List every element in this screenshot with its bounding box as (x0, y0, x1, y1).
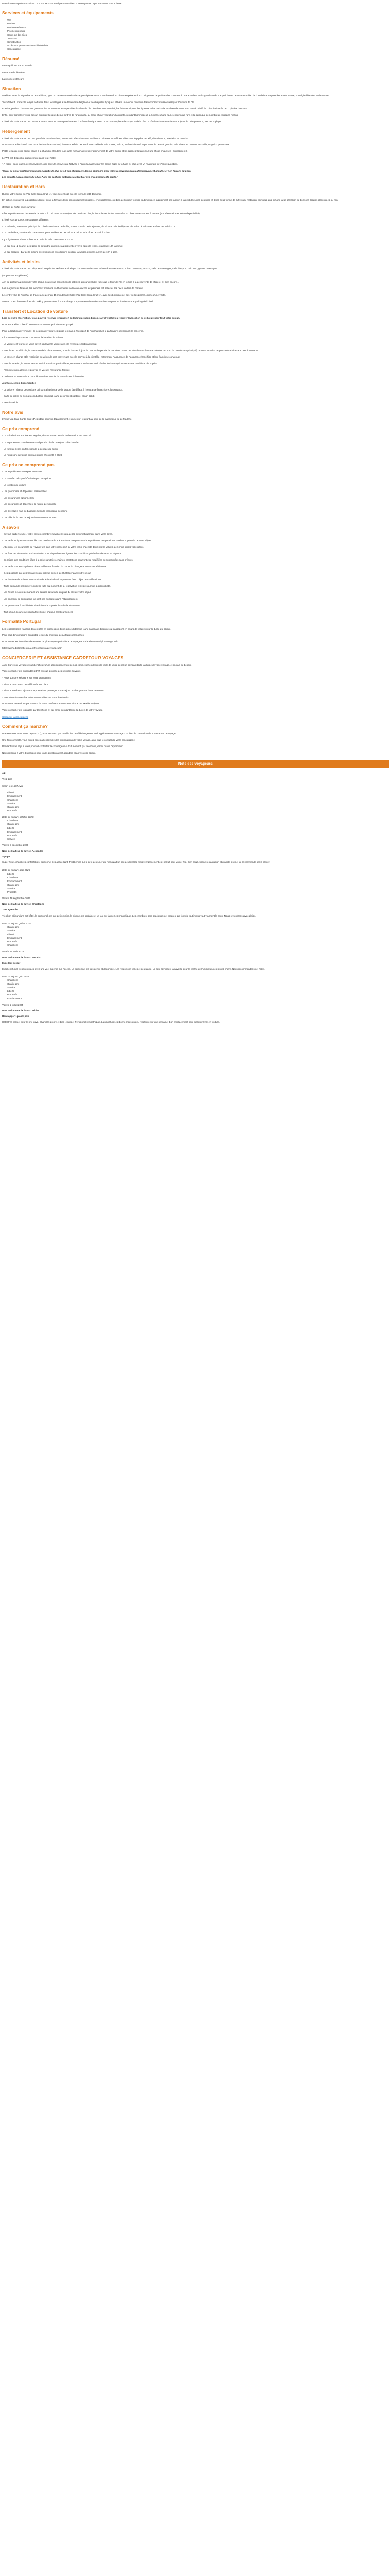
resume-line: Le centre de bien-être (2, 71, 25, 74)
paragraph: Pour le transfert collectif : rendez-vous au comptoir de votre groupé (2, 323, 73, 326)
services-title: Services et équipements (2, 10, 54, 16)
paragraph: Pendant votre séjour, vous pourrez contacter la conciergerie à tout moment par téléphone, email ou via l'application. (2, 745, 124, 748)
hebergement-title: Hébergement (2, 128, 30, 134)
review-author: Nom de l'auteur de l'avis : Patricia (2, 956, 41, 959)
paragraph: - Le 'Atlantik', restaurant principal de l'hôtel sous forme de buffet, ouvert pour le petit-déjeuner, de 7h30 à 10h, le déjeuner de 12h30 à 14h30 et le dîner de 19h à 21h. (2, 225, 176, 228)
notes-category: • Chambres (7, 798, 389, 802)
review-category: • Emplacement (7, 879, 389, 883)
notes-category: • Liberté (7, 791, 389, 794)
service-item: • Climatisation (7, 40, 389, 44)
paragraph: - Le 'Jardinière', service à la carte ouvert pour le déjeuner de 12h30 à 14h30 et le dîner de 19h à 22h30. (2, 231, 111, 234)
review-date: Date du séjour : juin 2025 (2, 975, 29, 978)
paragraph: *Merci de noter qu'il faut minimum 1 adulte de plus de 18 ans obligatoire dans la chambre ainsi votre réservation sera automatiquement annulée et non faurent ou pour. (2, 169, 191, 172)
paragraph: - Attention, les documents de voyage tels que votre passeport ou votre carte d'identité doivent être valides de 6 mois après votre retour. (2, 546, 144, 549)
paragraph: Modène, terre de légendes et de traditions, que l'on retrouve aussi – de sa prestigieuse terre – Jambalon d'un climat tempéré et doux, qui permet de profiter des charmes du stade du lieu au long de l'année. Ce petit havre de terre au milieu de l'Ombrie entre pinèdes et cénoteque, nostalgie d'histoire et de nature. (2, 94, 329, 97)
paragraph: Avec Carrefour Voyages vous bénéficiez d'un accompagnement de nos conciergeries depuis la veille de votre départ et pendant toute la durée de votre voyage, et en cas de besoin. (2, 663, 192, 666)
review-category: • Chambres (7, 819, 389, 822)
review-category: • Qualité prix (7, 883, 389, 887)
review-category: • Propreté (7, 890, 389, 894)
resume-lines (2, 64, 389, 80)
ne-comprend-item: - Les clés de la taxe de séjour facultatives en toutes (2, 516, 57, 519)
comprend-list (2, 434, 389, 457)
avis-title: Notre avis (2, 409, 24, 415)
review-category: • Liberté (7, 989, 389, 993)
paragraph: Informations importantes concernant la location de voiture : (2, 336, 64, 339)
paragraph: * La prise en charge des options qui sont à la charge de la facture fait défaut à l'assurance franchise et l'assurance. (2, 388, 123, 391)
notes-score: 4.2 (2, 771, 6, 774)
review-category: • Liberté (7, 826, 389, 830)
paragraph: Conditions et informations complémentaires auprès de votre loueur à l'arrivée. (2, 375, 84, 378)
paragraph: Les magnifiques falaises, les nombreux maisons traditionnelles de l'île ou encore les piscines naturelles et les découvertes de certains. (2, 287, 144, 290)
review-category: • Propreté (7, 940, 389, 943)
paragraph: Nous avons sélectionné pour vous la chambre standard, d'une superficie de 33m², avec salle de bain privée, balcon, vitrée cloisonné et produits de beauté gratuits, et la chambre pouvant accueillir jusqu'à 3 personnes. (2, 143, 230, 146)
intro-text: Description En pré-composition : Ce prix se comprend par Formalités : Conseigneurs Lapp Vacations Vota Classe (2, 2, 122, 5)
reviews-list (2, 815, 389, 1024)
notes-bar: Note des voyageurs (2, 760, 389, 768)
paragraph: - Les hôtels peuvent demander une caution à l'arrivée en plus du prix de votre séjour. (2, 591, 92, 594)
paragraph: - La prise en charge et la restitution du véhicule sont convenues avec le service à la clientèle, notamment l'assurance de l'assurance franchise et leur franchise convenue. (2, 355, 181, 359)
paragraph: - Les tarifs sont susceptibles d'être modifiés en fonction du cours du change et des taxes aériennes. (2, 565, 107, 568)
paragraph: Tout d'abord, prenez le temps de flâner dans les villages à la découverte d'églises et de chapelles typiques et bâtie un détour dans l'un des nombreux musées retraçant l'histoire de l'île. (2, 100, 196, 104)
savoir-title: A savoir (2, 524, 20, 530)
paragraph: L'hôtel vous propose 2 restaurants différents : (2, 218, 50, 222)
transfert-section (2, 309, 389, 404)
ne-comprend-item: - Le transfert aéroport/hôtel/aéroport en option (2, 477, 51, 480)
review-author: Nom de l'auteur de l'avis : Alexandra (2, 850, 43, 853)
review-text: Excellent hôtel, très bien placé avec une vue superbe sur l'océan. Le personnel est très gentil et disponible. Les repas sont variés et de qualité. Le seul bémol est la navette pour le centre de Funchal qui est assez chère. Nous recommandons cet hôtel. (2, 967, 265, 970)
notes-score-label: Très bien (2, 778, 13, 781)
resume-line: La piscine extérieure (2, 77, 24, 80)
conciergerie-item: * Nous vous renseignons sur votre programme (2, 676, 51, 679)
paragraph: - Franchise non-admise et pouvoir en vue de l'assurance facture. (2, 368, 71, 371)
activites-title: Activités et loisirs (2, 259, 40, 265)
review-title: Bon rapport qualité prix (2, 1014, 29, 1018)
review-category: • Liberté (7, 872, 389, 876)
ne-comprend-item: - Les suppléments de repas en option (2, 470, 42, 473)
review-category: • Service (7, 986, 389, 989)
paragraph: Une semaine avant votre départ (J-7), vous recevrez par mail le lien de téléchargement de l'application ou message d'un lien de connexion de votre carnet de voyage. (2, 732, 176, 735)
paragraph: - Le bar Soul & Beam : idéal pour se détendre en même au présent en verre après le repas, ouvert de 10h à minuit (2, 244, 123, 247)
review-author: Nom de l'auteur de l'avis : Christophe (2, 903, 45, 906)
review-item (2, 868, 389, 917)
ne-comprend-item: - Les éventuels frais de bagages selon la compagnie aérienne (2, 510, 68, 513)
comprend-item: - Le nous sont pays pas pouvant aux le choix 200 à 2028 (2, 454, 62, 457)
ne-comprend-list (2, 470, 389, 519)
hebergement-text (2, 137, 389, 179)
paragraph: - La voiture est fournie et vous devez soulever la voiture avec le niveau de carburant initial. (2, 343, 97, 346)
paragraph: * A noter : pour toutes les réservations, une taxe de séjour sera facturée à l'arrivée/ganté pour les clients âgés de 13 ans et plus, avec un maximum de 7 nuits payables. (2, 163, 178, 166)
review-author: Nom de l'auteur de l'avis : Michel (2, 1009, 40, 1012)
transfert-extra (2, 388, 389, 404)
paragraph: - Les horaires de vol sont communiqués à titre indicatif et peuvent faire l'objet de modifications. (2, 578, 102, 581)
notes-category: • Emplacement (7, 794, 389, 798)
review-posted: Vote le 14 août 2025 (2, 950, 24, 953)
paragraph: - Tout séjour écourté ne pourra faire l'objet d'aucun remboursement. (2, 611, 74, 614)
paragraph: Petite terrasse votre séjour grâce à la chambre standard vue sur la mer afin de profiter pleinement de votre séjour et les calmes flottants sur une chose chaussée ( supplément ). (2, 149, 188, 152)
paragraph: L'hôtel Vila Gale Santa Cruz 4* est idéal pour un dépaysement et un séjour relaxant au sein de la magnifique île de Madère. (2, 418, 132, 421)
review-categories (2, 819, 389, 841)
paragraph: (moyennant supplément) (2, 274, 28, 277)
service-item: • Conciergerie (7, 47, 389, 51)
paragraph: Une fois connecté, vous aurez accès à l'ensemble des informations de votre voyage, ainsi que le contact de votre conciergerie. (2, 738, 136, 741)
restauration-title: Restauration et Bars (2, 184, 45, 190)
service-item: • Piscine (7, 22, 389, 25)
paragraph: (Détails du forfait page suivante) (2, 205, 37, 208)
review-category: • Qualité prix (7, 822, 389, 826)
formalites-section (2, 619, 389, 650)
service-item: • Piscine intérieure (7, 29, 389, 33)
review-title: Excellent séjour (2, 961, 21, 964)
notes-category: • Propreté (7, 809, 389, 812)
notes-category: • Service (7, 802, 389, 805)
review-category: • Qualité prix (7, 982, 389, 986)
comprend-section (2, 426, 389, 457)
notes-section (2, 760, 389, 1024)
paragraph: Enfin, pour compléter votre séjour, explorez les plus beaux ordres de randonnée, au cœur d'une végétation luxuriante, rendant hommage à la richesse d'une faune endémique rare et la calanque de nombreux épisodes marins. (2, 113, 239, 116)
review-posted: Vote le 18 septembre 2025 (2, 897, 30, 900)
conciergerie-link[interactable]: Contacter la conciergerie (2, 715, 29, 718)
review-item (2, 975, 389, 1024)
ne-comprend-item: - Les assurances optionnelles (2, 496, 34, 499)
ne-comprend-item: - Les pourboires et dépenses personnelles (2, 490, 47, 493)
paragraph: Nous restons à votre disposition pour toute question avant, pendant et après votre séjour. (2, 751, 96, 754)
service-item: • Accès aux personnes à mobilité réduite (7, 44, 389, 47)
review-category: • Chambres (7, 876, 389, 879)
paragraph: - Carte de crédit au nom du conducteur principal (carte de crédit obligatoire et non débit) (2, 395, 95, 398)
review-category: • Chambres (7, 943, 389, 947)
comprend-item: - La formule repas en fonction de la période de séjour (2, 447, 59, 450)
service-item: • Piscine extérieure (7, 26, 389, 29)
paragraph: - Le bar 'Splash' : bar de la piscine avec boissons et collations pendant la saison estivale ouvert de 10h à 18h. (2, 251, 118, 254)
paragraph: - Les tarifs indiqués sont calculés pour une base de 2 à 3 nuits et comprennent le supplément des pensions pendant la période de votre séjour. (2, 539, 152, 542)
conciergerie-after (2, 702, 389, 712)
conciergerie-text (2, 663, 389, 673)
review-date: Date du séjour : octobre 2025 (2, 816, 34, 819)
paragraph: L'hôtel Vila Gale Santa Cruz dispose d'une piscine extérieure ainsi que d'un centre de soins et bien-être avec sauna, soins, hammam, jacuzzi, salle de massages, salle de sport, bain turc, gym et massages. (2, 267, 218, 270)
paragraph: Votre conseiller est joignable par téléphone et par email pendant toute la durée de votre voyage. (2, 709, 103, 711)
resume-title: Résumé (2, 56, 20, 62)
notes-by: Selon les 1597 Avis (2, 784, 23, 787)
formalites-text (2, 627, 389, 650)
review-category: • Emplacement (7, 997, 389, 1001)
paragraph: L'hôtel Vila Gale Santa Cruz 4* vous attend avec sa correspondante sur l'océan Atlantique ainsi qu'aux atmosphère d'Europe et de la côte. L'hôtel se situe à seulement 3 jours de l'aéroport et 1,00m de la plage. (2, 120, 222, 123)
review-date: Date du séjour : juillet 2025 (2, 922, 31, 925)
review-posted: Vote le 2 juillet 2025 (2, 1003, 24, 1006)
paragraph: Le Wifi est disponible gratuitement dans tout l'hôtel. (2, 156, 56, 159)
formalites-title: Formalité Portugal (2, 619, 41, 624)
conciergerie-section (2, 655, 389, 719)
review-text: Hôtel très correct pour le prix payé. Chambre propre et bien équipée. Personnel sympathique. La nourriture est bonne mais un peu répétitive sur une semaine. Bon emplacement pour découvrir l'île en voiture. (2, 1020, 220, 1023)
review-category: • Service (7, 837, 389, 841)
paragraph: Afin de profiter au mieux de votre séjour, nous vous conseillons la activités autour de l'hôtel telle que le tour de l'île en loisirs à la découverte de Madère, et bien encore... (2, 280, 180, 283)
review-category: • Propreté (7, 993, 389, 996)
comment-text (2, 732, 389, 755)
review-categories (2, 925, 389, 947)
transfert-title: Transfert et Location de voiture (2, 308, 68, 314)
conciergerie-item: * Si vous souhaitez ajouter une prestation, prolonger votre séjour ou changer vos dates de retour (2, 689, 104, 692)
savoir-text (2, 532, 389, 614)
avis-text (2, 417, 389, 421)
paragraph: Il y a également 2 bars présents au sein de Vila Gale Santa Cruz 4* : (2, 238, 75, 241)
review-category: • Propreté (7, 834, 389, 837)
review-category: • Emplacement (7, 936, 389, 940)
paragraph: Nous vous remercions par avance de votre confiance et vous souhaitons un excellent séjour. (2, 702, 100, 705)
paragraph: L'hôtel Vila Gale Santa Cruz 4*, possède 242 chambres, toutes décorées dans une ambiance balnéaire et raffinée. Elles sont équipées de wifi, climatisation, télévision et mini-bar. (2, 137, 189, 140)
services-list (2, 18, 389, 51)
ne-comprend-item: - La location de voiture (2, 483, 26, 486)
review-posted: Vote le 3 décembre 2025 (2, 844, 29, 847)
ne-comprend-item: - Les excursions et dépenses de nature personnelle (2, 503, 57, 506)
situation-text (2, 94, 389, 124)
comprend-title: Ce prix comprend (2, 426, 40, 432)
paragraph: - Pour louer un véhicule, la présence de la réservation et, une de dossier à jour de date et de permis de conduire datant de plus d'un an (la carte doit être au nom du conducteur principal). Aucune location ne pourra être faite sans ces documents. (2, 349, 259, 352)
paragraph: - Si vous partez seul(e), votre prix en chambre individuelle sera débité automatiquement dans votre devis. (2, 533, 113, 535)
avis-section (2, 410, 389, 421)
paragraph: https://www.diplomatie.gouv.fr/fr/conseils-aux-voyageurs/ (2, 647, 62, 650)
review-category: • Qualité prix (7, 925, 389, 929)
comment-title: Comment ça marche? (2, 723, 48, 729)
comprend-item: - Le vol aller/retour opéré sur régulier, direct ou avec escale à destination de Funchal (2, 434, 91, 437)
review-text: Super hôtel, chambres confortables, personnel très accueillant. Petit bémol sur le petit-déjeuner qui manquait un peu de diversité mais l'emplacement est parfait pour visiter l'île. Bien situé, bonne restauration et grande piscine. Je recommande sans hésiter. (2, 861, 270, 864)
service-item: • Terrasse (7, 37, 389, 40)
paragraph: Le centre-ville de Funchal se trouve à seulement 15 minutes de l'hôtel Vila Gale Santa Cruz 4*, avec ses boutiques et ses vieilles pierres, digne d'une visite. (2, 293, 166, 296)
paragraph: - Toute demande particulière doit être faite au moment de la réservation et reste soumise à disponibilité. (2, 584, 111, 587)
review-category: • Chambres (7, 978, 389, 982)
service-item: • Cours de des sites (7, 33, 389, 37)
service-item: • Wifi (7, 18, 389, 22)
review-category: • Emplacement (7, 830, 389, 834)
conciergerie-item: * Si vous rencontrez des difficultés sur place (2, 683, 49, 686)
savoir-section (2, 524, 389, 614)
resume-line: Le magnifique sur un 'Gonde' (2, 64, 33, 67)
paragraph: En option, vous avez la possibilité d'opter pour la formule demi-pension (dîner boissons), en supplément, ou bien de l'option formule tout inclus en supplément par rapport à la petit-déjeuner, déjeuner et dîner, sous forme de buffets au restaurant principal ainsi qu'une large sélection de boissons locales alcoolisées ou non. (2, 199, 338, 202)
paragraph: Durant votre séjour au Vila Gale Santa Cruz 4*, vous serez logé avec la formule petit-déjeuner. (2, 192, 102, 195)
ne-comprend-title: Ce prix ne comprend pas (2, 462, 55, 468)
conciergerie-item: * Pour obtenir toutes les informations utiles sur votre destination (2, 696, 69, 699)
review-item (2, 815, 389, 864)
paragraph: Votre conseiller est disponible 24h/7 et vous propose des services suivants : (2, 670, 82, 673)
review-date: Date du séjour : août 2025 (2, 869, 30, 872)
restauration-section (2, 184, 389, 254)
resume-section (2, 56, 389, 81)
review-category: • Service (7, 929, 389, 933)
notes-categories (2, 791, 389, 813)
review-title: Très agréable (2, 908, 18, 911)
ne-comprend-section (2, 462, 389, 519)
paragraph: Les ressortissants français doivent être en possession d'une pièce d'identité (carte nationale d'identité ou passeport) en cours de validité pour la durée du séjour. (2, 627, 171, 630)
review-categories (2, 978, 389, 1001)
services-section (2, 10, 389, 51)
paragraph: Pour toutes les formalités de santé et de plus amples précisions de voyages sur le site www.diplomatie.gouv.fr (2, 640, 118, 643)
paragraph: Ensuite, profitez d'instants de gourmandise et savourez les spécialités locales de l'île : les douceurs au miel, les fruits exotiques, les liqueurs et les cocktails et « bien de vous » un passé oublié de l'histoire foncée de… pistées douces ! (2, 107, 247, 110)
situation-section (2, 86, 389, 124)
activites-section (2, 259, 389, 303)
page (0, 0, 391, 1029)
paragraph: Lors de votre réservation, vous pouvez réserver le transfert collectif que nous dispose à votre hôtel ou réserver la location de véhicule pour tout votre séjour. (2, 316, 180, 319)
conciergerie-list (2, 676, 389, 699)
review-category: • Liberté (7, 933, 389, 936)
paragraph: Les enfants / adolescents de 13 à 17 ans ne sont pas autorisés à effectuer des enregistrements seuls.* (2, 176, 118, 179)
paragraph: - En raison des conditions liées à la crise sanitaire certaines prestations pourront être modifiées ou supprimées sans préavis. (2, 558, 133, 562)
paragraph: - Les animaux de compagnie ne sont pas acceptés dans l'établissement. (2, 598, 78, 601)
review-title: Sympa (2, 855, 10, 858)
notes-category: • Qualité prix (7, 805, 389, 809)
review-categories (2, 872, 389, 894)
comprend-item: - Le logement en chambre standard pour la durée du séjour sélectionnée (2, 440, 79, 444)
paragraph: A noter : Des éventuels frais de parking peuvent être à votre charge sur place en raison de membres de plus en limitées sur le parking de l'hôtel. (2, 300, 154, 303)
review-text: Très bon séjour dans cet hôtel, le personnel est aux petits soins, la piscine est agréable et la vue sur la mer est magnifique. Les chambres sont spacieuses et propres. La formule tout inclus vaut vraiment le coup. Nous reviendrons avec plaisir. (2, 914, 256, 917)
hebergement-section (2, 129, 389, 179)
activites-text (2, 267, 389, 303)
paragraph: Pour plus d'informations consultez le site du ministère des Affaires étrangères. (2, 634, 85, 637)
conciergerie-title: CONCIERGERIE ET ASSISTANCE CARREFOUR VOYAGES (2, 655, 124, 660)
review-category: • Service (7, 887, 389, 890)
paragraph: - Les frais de réservation et d'annulation sont disponibles en ligne et les conditions générales de vente en vigueur. (2, 552, 122, 555)
paragraph: - Il est possible que des travaux soient prévus au sein de l'hôtel pendant votre séjour. (2, 571, 91, 574)
paragraph: * Pour la location, le loueur assure les informations particulières, notamment les heures de l'hôtel et les interruptions ou autres conditions de la prise. (2, 362, 158, 365)
transfert-text (2, 316, 389, 379)
paragraph: - Les personnes à mobilité réduite doivent le signaler lors de la réservation. (2, 604, 81, 607)
situation-title: Situation (2, 86, 21, 91)
paragraph: Pour la location de véhicule : la location de voiture est prise en main à l'aéroport de Funchal chez le partenaire sélectionné le concerne. (2, 330, 144, 333)
paragraph: - Permis valide (2, 401, 18, 404)
review-item (2, 922, 389, 971)
transfert-extra-title: A prévoir, selon disponibilité : (2, 381, 36, 384)
restauration-text (2, 192, 389, 255)
paragraph: Offre supplémentaire des soucis de 10h00 à 18h. Pour toute séjour de 7 nuits et plus, la formule tout inclus vous offre un dîner au restaurant à la carte (sur réservation et selon disponibilité) (2, 212, 200, 215)
comment-section (2, 724, 389, 755)
